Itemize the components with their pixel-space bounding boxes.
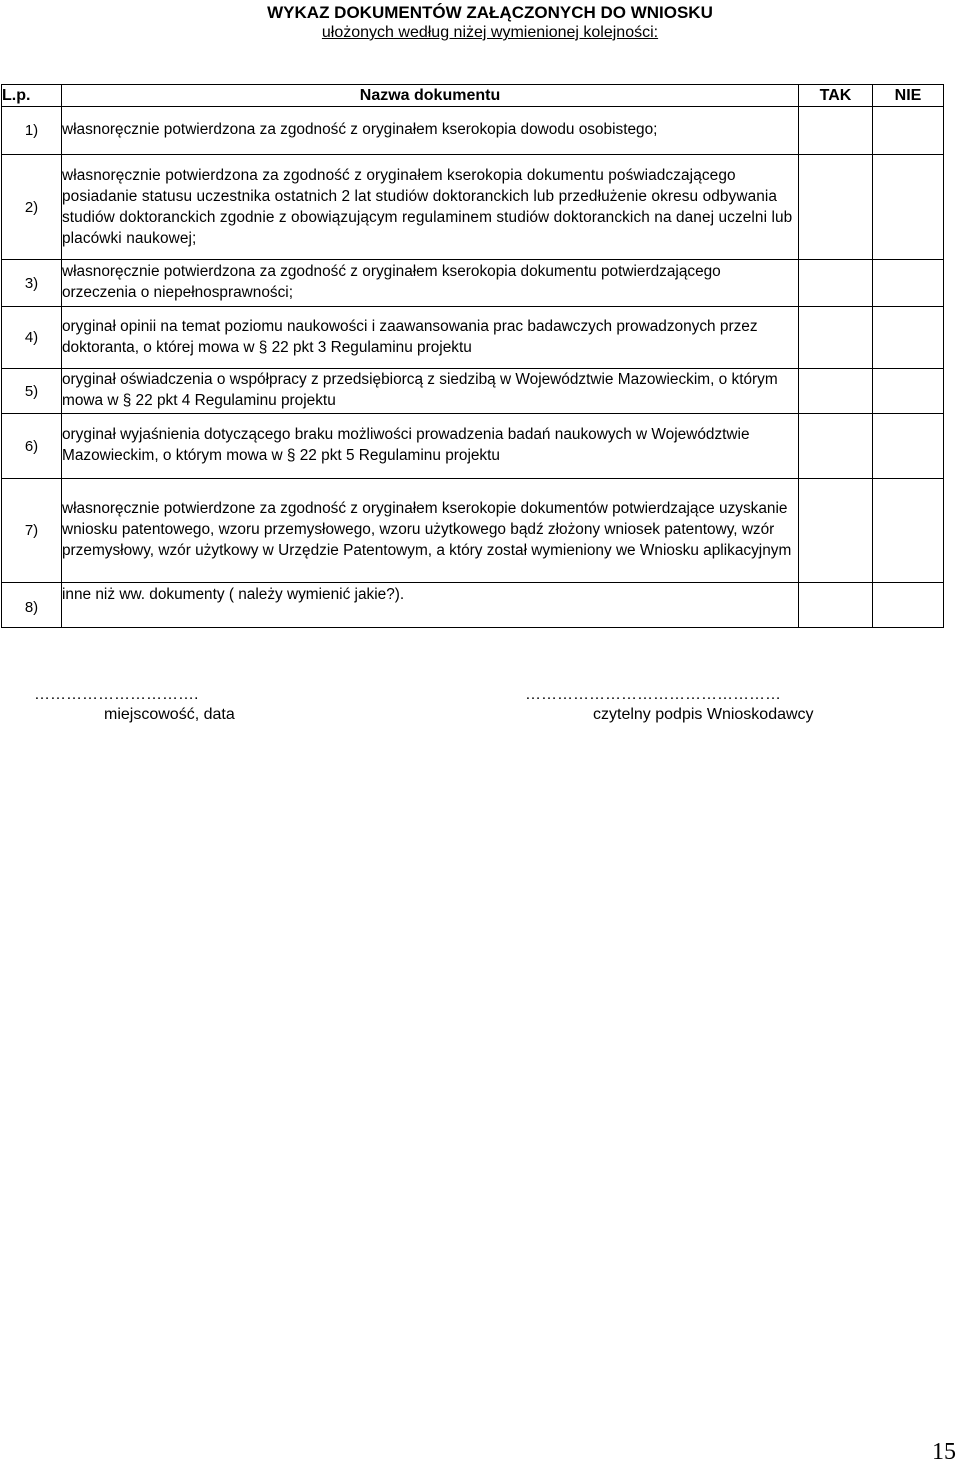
yes-cell[interactable] — [799, 307, 873, 369]
no-cell[interactable] — [873, 155, 944, 260]
no-cell[interactable] — [873, 583, 944, 628]
no-cell[interactable] — [873, 479, 944, 583]
row-document-name: inne niż ww. dokumenty ( należy wymienić jakie?). — [62, 583, 799, 628]
row-number: 8) — [2, 583, 62, 628]
table-row — [2, 369, 944, 414]
signature-line: ………………………………………… — [525, 686, 781, 703]
yes-cell[interactable] — [799, 414, 873, 479]
table-row — [2, 107, 944, 155]
yes-cell[interactable] — [799, 107, 873, 155]
row-document-name: oryginał opinii na temat poziomu naukowości i zaawansowania prac badawczych prowadzonych przez doktoranta, o której mowa w § 22 pkt 3 Regulaminu projektu — [62, 307, 799, 369]
documents-table — [1, 84, 944, 628]
column-header-name: Nazwa dokumentu — [62, 85, 799, 107]
table-row — [2, 583, 944, 628]
row-number: 5) — [2, 369, 62, 414]
row-document-name: własnoręcznie potwierdzona za zgodność z oryginałem kserokopia dokumentu poświadczającego posiadanie statusu uczestnika ostatnich 2 lat studiów doktoranckich lub przedłużenie okresu odbywania studiów doktoranckich zgodnie z obowiązującym regulaminem studiów doktoranckich na danej uczelni lub placówki naukowej; — [62, 155, 799, 260]
yes-cell[interactable] — [799, 260, 873, 307]
table-row — [2, 414, 944, 479]
no-cell[interactable] — [873, 260, 944, 307]
no-cell[interactable] — [873, 414, 944, 479]
yes-cell[interactable] — [799, 583, 873, 628]
row-number: 7) — [2, 479, 62, 583]
table-row — [2, 155, 944, 260]
column-header-no: NIE — [873, 85, 944, 107]
yes-cell[interactable] — [799, 369, 873, 414]
yes-cell[interactable] — [799, 479, 873, 583]
place-date-line: …………………………. — [34, 686, 199, 703]
row-number: 6) — [2, 414, 62, 479]
table-row — [2, 260, 944, 307]
document-title: WYKAZ DOKUMENTÓW ZAŁĄCZONYCH DO WNIOSKU — [267, 3, 713, 22]
column-header-lp: L.p. — [2, 85, 62, 107]
place-date-label: miejscowość, data — [104, 706, 235, 723]
yes-cell[interactable] — [799, 155, 873, 260]
row-document-name: oryginał oświadczenia o współpracy z przedsiębiorcą z siedzibą w Województwie Mazowieckim, o którym mowa w § 22 pkt 4 Regulaminu projektu — [62, 369, 799, 414]
table-header-row — [2, 85, 944, 107]
no-cell[interactable] — [873, 307, 944, 369]
page-number: 15 — [932, 1439, 956, 1465]
signature-label: czytelny podpis Wnioskodawcy — [593, 706, 814, 723]
row-number: 1) — [2, 107, 62, 155]
no-cell[interactable] — [873, 369, 944, 414]
table-row — [2, 307, 944, 369]
row-number: 4) — [2, 307, 62, 369]
column-header-yes: TAK — [799, 85, 873, 107]
row-document-name: własnoręcznie potwierdzona za zgodność z oryginałem kserokopia dowodu osobistego; — [62, 107, 799, 155]
row-document-name: własnoręcznie potwierdzone za zgodność z oryginałem kserokopie dokumentów potwierdzające uzyskanie wniosku patentowego, wzoru przemysłowego, wzoru użytkowego bądź złożony wniosek patentowy, wzór przemysłowy, wzór użytkowy w Urzędzie Patentowym, a który został wymieniony we Wniosku aplikacyjnym — [62, 479, 799, 583]
row-number: 2) — [2, 155, 62, 260]
no-cell[interactable] — [873, 107, 944, 155]
row-document-name: własnoręcznie potwierdzona za zgodność z oryginałem kserokopia dokumentu potwierdzającego orzeczenia o niepełnosprawności; — [62, 260, 799, 307]
row-document-name: oryginał wyjaśnienia dotyczącego braku możliwości prowadzenia badań naukowych w Województwie Mazowieckim, o którym mowa w § 22 pkt 5 Regulaminu projektu — [62, 414, 799, 479]
document-subtitle: ułożonych według niżej wymienionej kolejności: — [321, 24, 659, 41]
row-number: 3) — [2, 260, 62, 307]
table-row — [2, 479, 944, 583]
